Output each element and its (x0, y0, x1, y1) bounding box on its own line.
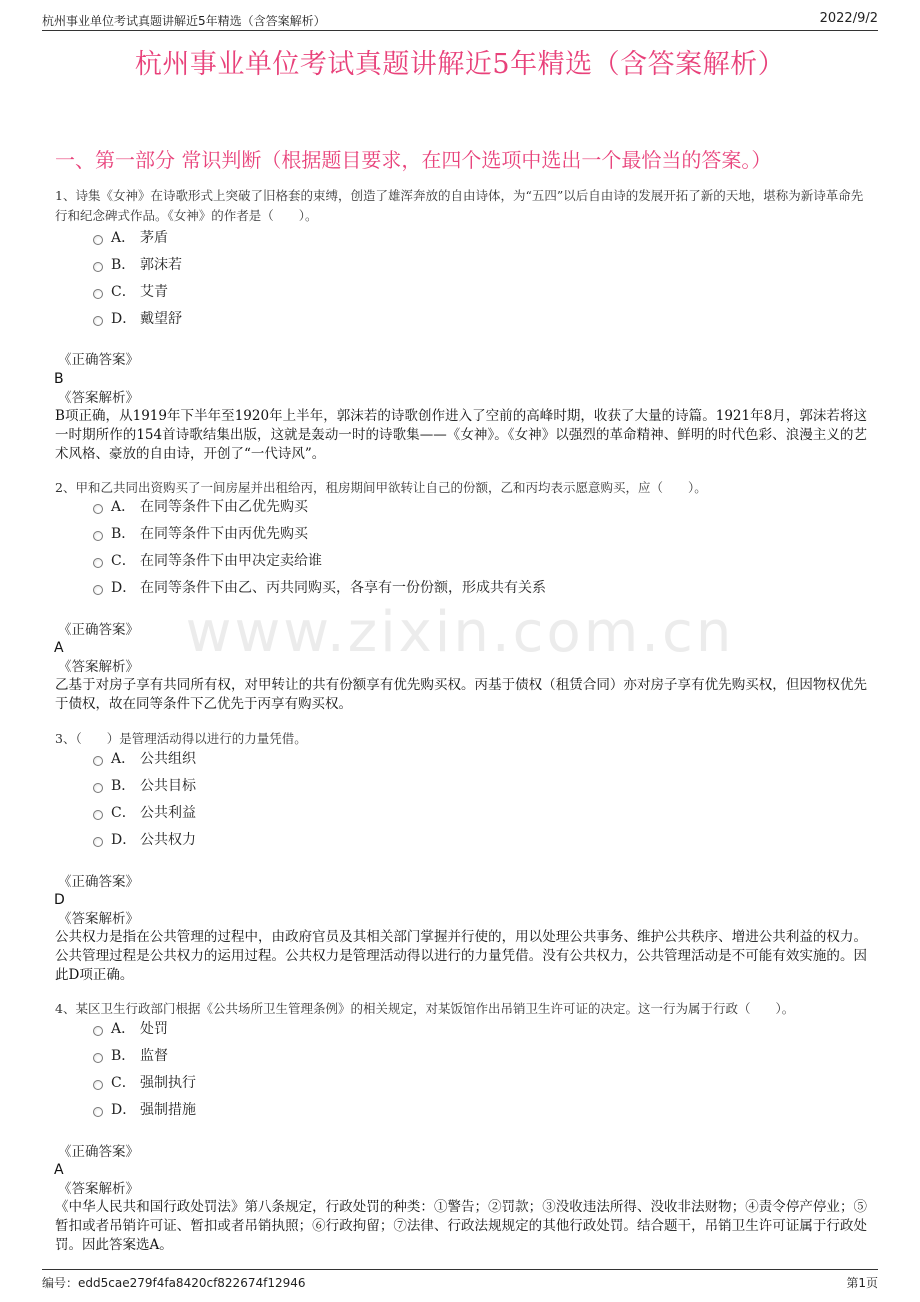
header-date: 2022/9/2 (819, 11, 878, 26)
question-stem: 4、某区卫生行政部门根据《公共场所卫生管理条例》的相关规定，对某饭馆作出吊销卫生许可证的决定。这一行为属于行政（ ）。 (55, 1001, 795, 1016)
analysis-label: 《答案解析》 (58, 911, 139, 927)
option-d[interactable]: D． 强制措施 (93, 1100, 196, 1120)
radio-icon[interactable] (93, 558, 103, 568)
radio-icon[interactable] (93, 1080, 103, 1090)
option-c[interactable]: C． 强制执行 (93, 1073, 196, 1093)
question-stem: 2、甲和乙共同出资购买了一间房屋并出租给丙，租房期间甲欲转让自己的份额，乙和丙均表示愿意购买，应（ ）。 (55, 480, 707, 495)
answer-label: 《正确答案》 (58, 1144, 139, 1160)
correct-answer: D (54, 892, 65, 908)
option-a[interactable]: A． 公共组织 (93, 749, 196, 769)
option-b[interactable]: B． 监督 (93, 1046, 168, 1066)
correct-answer: A (54, 1162, 64, 1178)
option-b[interactable]: B． 公共目标 (93, 776, 196, 796)
header-doc-title: 杭州事业单位考试真题讲解近5年精选（含答案解析） (42, 14, 326, 28)
watermark: www.zixin.com.cn (185, 600, 735, 665)
radio-icon[interactable] (93, 1053, 103, 1063)
radio-icon[interactable] (93, 837, 103, 847)
section-heading: 一、第一部分 常识判断（根据题目要求，在四个选项中选出一个最恰当的答案。） (55, 148, 772, 172)
radio-icon[interactable] (93, 316, 103, 326)
answer-analysis: 公共权力是指在公共管理的过程中，由政府官员及其相关部门掌握并行使的，用以处理公共事务、维护公共秩序、增进公共利益的权力。公共管理过程是公共权力的运用过程。公共权力是管理活动得以进行的力量凭借。没有公共权力，公共管理活动是不可能有效实施的。因此D项正确。 (55, 929, 867, 983)
answer-label: 《正确答案》 (58, 874, 139, 890)
radio-icon[interactable] (93, 235, 103, 245)
option-d[interactable]: D． 戴望舒 (93, 309, 182, 329)
radio-icon[interactable] (93, 1026, 103, 1036)
option-c[interactable]: C． 艾青 (93, 282, 168, 302)
option-a[interactable]: A． 处罚 (93, 1019, 168, 1039)
correct-answer: A (54, 640, 64, 656)
option-c[interactable]: C． 在同等条件下由甲决定卖给谁 (93, 551, 322, 571)
answer-analysis: 乙基于对房子享有共同所有权，对甲转让的共有份额享有优先购买权。丙基于债权（租赁合同）亦对房子享有优先购买权，但因物权优先于债权，故在同等条件下乙优先于丙享有购买权。 (55, 677, 867, 712)
page-header (42, 8, 878, 31)
radio-icon[interactable] (93, 810, 103, 820)
radio-icon[interactable] (93, 262, 103, 272)
option-c[interactable]: C． 公共利益 (93, 803, 196, 823)
footer-doc-id: 编号：edd5cae279f4fa8420cf822674f12946 (42, 1276, 306, 1290)
page-footer (42, 1269, 878, 1292)
answer-label: 《正确答案》 (58, 352, 139, 368)
option-b[interactable]: B． 郭沫若 (93, 255, 182, 275)
radio-icon[interactable] (93, 504, 103, 514)
option-d[interactable]: D． 公共权力 (93, 830, 196, 850)
option-b[interactable]: B． 在同等条件下由丙优先购买 (93, 524, 308, 544)
analysis-label: 《答案解析》 (58, 659, 139, 675)
answer-label: 《正确答案》 (58, 622, 139, 638)
option-a[interactable]: A． 茅盾 (93, 228, 168, 248)
correct-answer: B (54, 371, 64, 387)
answer-analysis: B项正确，从1919年下半年至1920年上半年，郭沫若的诗歌创作进入了空前的高峰时期，收获了大量的诗篇。1921年8月，郭沫若将这一时期所作的154首诗歌结集出版，这就是轰动一时的诗歌集——《女神》。《女神》以强烈的革命精神、鲜明的时代色彩、浪漫主义的艺术风格、豪放的自由诗，开创了“一代诗风”。 (55, 408, 867, 462)
radio-icon[interactable] (93, 585, 103, 595)
radio-icon[interactable] (93, 531, 103, 541)
option-d[interactable]: D． 在同等条件下由乙、丙共同购买，各享有一份份额，形成共有关系 (93, 578, 546, 598)
page-number: 第1页 (846, 1276, 878, 1290)
question-stem: 1、诗集《女神》在诗歌形式上突破了旧格套的束缚，创造了雄浑奔放的自由诗体，为“五四”以后自由诗的发展开拓了新的天地，堪称为新诗革命先行和纪念碑式作品。《女神》的作者是（ ）。 (55, 188, 864, 223)
option-a[interactable]: A． 在同等条件下由乙优先购买 (93, 497, 308, 517)
document-title: 杭州事业单位考试真题讲解近5年精选（含答案解析） (134, 49, 786, 80)
radio-icon[interactable] (93, 783, 103, 793)
analysis-label: 《答案解析》 (58, 1181, 139, 1197)
radio-icon[interactable] (93, 756, 103, 766)
question-stem: 3、（ ）是管理活动得以进行的力量凭借。 (55, 731, 307, 746)
analysis-label: 《答案解析》 (58, 390, 139, 406)
radio-icon[interactable] (93, 1107, 103, 1117)
answer-analysis: 《中华人民共和国行政处罚法》第八条规定，行政处罚的种类：①警告；②罚款；③没收违法所得、没收非法财物；④责令停产停业；⑤暂扣或者吊销许可证、暂扣或者吊销执照；⑥行政拘留；⑦法律、行政法规规定的其他行政处罚。结合题干，吊销卫生许可证属于行政处罚。因此答案选A。 (55, 1199, 867, 1253)
radio-icon[interactable] (93, 289, 103, 299)
